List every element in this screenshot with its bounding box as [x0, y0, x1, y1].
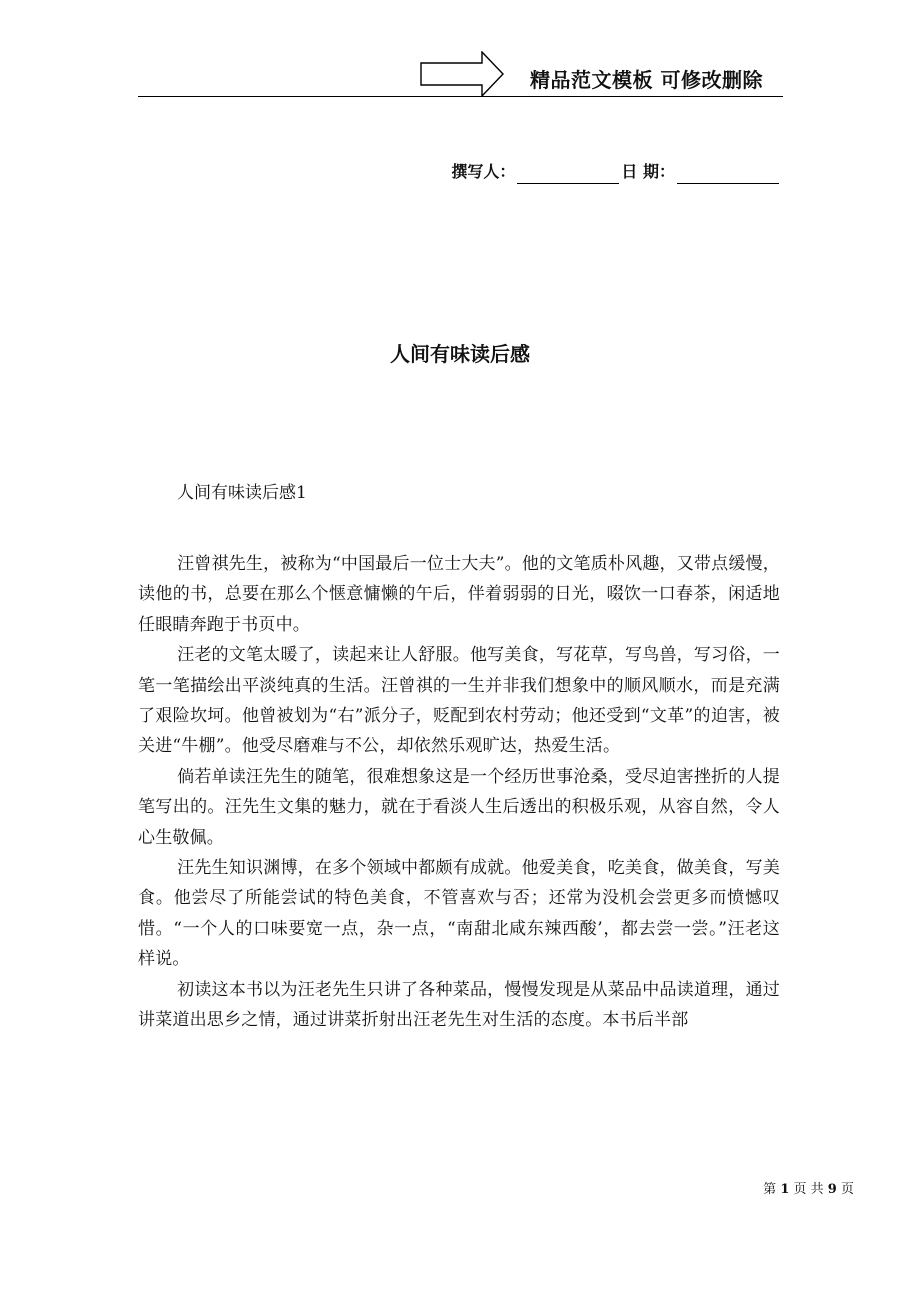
article-body [138, 549, 780, 1036]
paragraph-2: 汪老的文笔太暖了，读起来让人舒服。他写美食，写花草，写鸟兽，写习俗，一笔一笔描绘出平淡纯真的生活。汪曾祺的一生并非我们想象中的顺风顺水，而是充满了艰险坎坷。他曾被划为“右”派分子，贬配到农村劳动；他还受到“文革”的迫害，被关进“牛棚”。他受尽磨难与不公，却依然乐观旷达，热爱生活。 [138, 645, 780, 757]
paragraph-3: 倘若单读汪先生的随笔，很难想象这是一个经历世事沧桑，受尽迫害挫折的人提笔写出的。汪先生文集的魅力，就在于看淡人生后透出的积极乐观，从容自然，令人心生敬佩。 [138, 766, 780, 848]
author-blank-field [517, 165, 619, 184]
page-number-footer [763, 1180, 854, 1200]
header-divider [138, 96, 783, 97]
author-date-line [451, 160, 781, 184]
arrow-right-outline-icon [420, 51, 504, 97]
section-heading: 人间有味读后感1 [177, 483, 307, 503]
footer-current-page: 1 [780, 1182, 790, 1197]
date-label: 日 期： [621, 162, 675, 181]
footer-prefix: 第 [763, 1182, 777, 1197]
date-blank-field [677, 165, 779, 184]
footer-middle: 页 共 [793, 1182, 824, 1197]
footer-suffix: 页 [840, 1182, 854, 1197]
paragraph-1: 汪曾祺先生，被称为“中国最后一位士大夫”。他的文笔质朴风趣，又带点缓慢，读他的书，总要在那么个惬意慵懒的午后，伴着弱弱的日光，啜饮一口春茶，闲适地任眼睛奔跑于书页中。 [138, 554, 780, 635]
paragraph-5: 初读这本书以为汪老先生只讲了各种菜品，慢慢发现是从菜品中品读道理，通过讲菜道出思乡之情，通过讲菜折射出汪老先生对生活的态度。本书后半部 [138, 979, 780, 1031]
footer-total-pages: 9 [827, 1182, 837, 1197]
paragraph-4: 汪先生知识渊博，在多个领域中都颇有成就。他爱美食，吃美食，做美食，写美食。他尝尽了所能尝试的特色美食，不管喜欢与否；还常为没机会尝更多而愤憾叹惜。“一个人的口味要宽一点，杂一点，“南甜北咸东辣西酸’，都去尝一尝。”汪老这样说。 [138, 858, 780, 970]
document-title: 人间有味读后感 [390, 342, 530, 366]
author-label: 撰写人： [451, 162, 516, 181]
header-template-label: 精品范文模板 可修改删除 [530, 68, 763, 92]
